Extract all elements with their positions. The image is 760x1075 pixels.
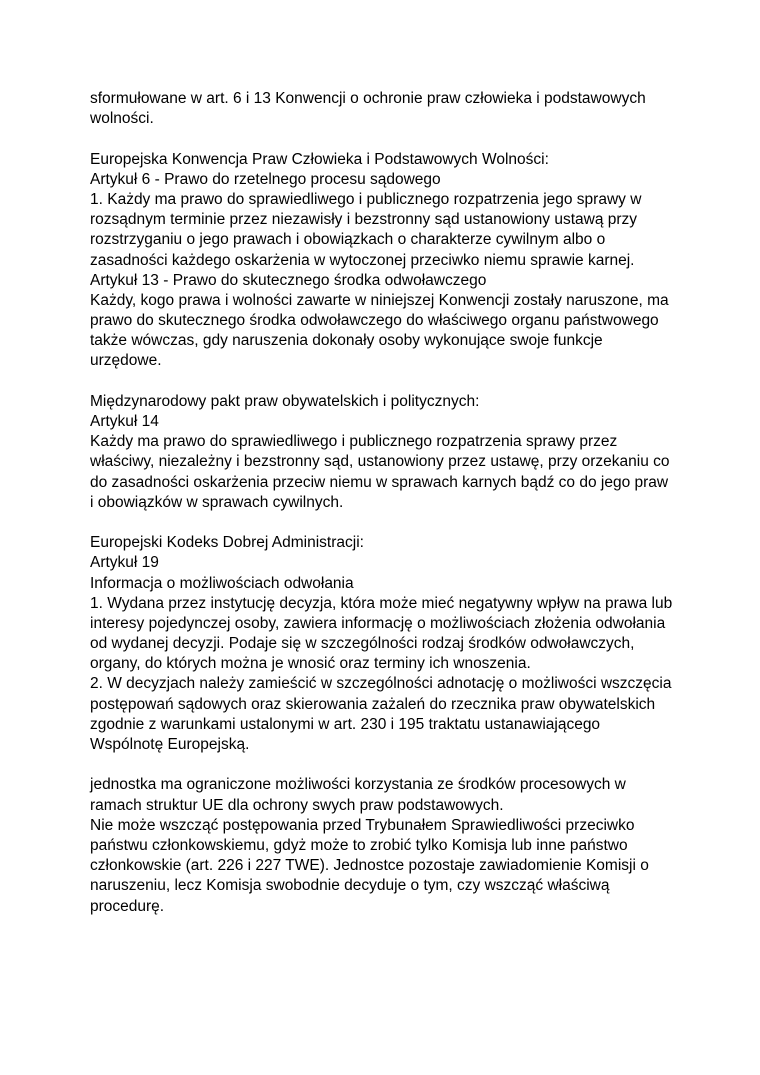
text-line: 1. Każdy ma prawo do sprawiedliwego i publicznego rozpatrzenia jego sprawy w — [90, 190, 642, 208]
paragraph-spacer — [90, 755, 690, 775]
text-line: organy, do których można je wnosić oraz terminy ich wnoszenia. — [90, 655, 531, 673]
text-line: wolności. — [90, 110, 154, 128]
text-line: sformułowane w art. 6 i 13 Konwencji o ochronie praw człowieka i podstawowych — [90, 90, 646, 107]
text-line: ramach struktur UE dla ochrony swych praw podstawowych. — [90, 796, 504, 814]
text-line: Międzynarodowy pakt praw obywatelskich i politycznych: — [90, 392, 480, 410]
text-line: rozstrzyganiu o jego prawach i obowiązkach o charakterze cywilnym albo o — [90, 231, 606, 249]
text-line: zasadności każdego oskarżenia w wytoczonej przeciwko niemu sprawie karnej. — [90, 251, 635, 269]
text-line: Informacja o możliwościach odwołania — [90, 574, 354, 592]
text-line: jednostka ma ograniczone możliwości korzystania ze środków procesowych w — [90, 776, 626, 794]
text-line: do zasadności oskarżenia przeciw niemu w sprawach karnych bądź co do jego praw — [90, 473, 669, 491]
text-line: Każdy ma prawo do sprawiedliwego i publicznego rozpatrzenia sprawy przez — [90, 433, 618, 451]
text-line: Nie może wszcząć postępowania przed Trybunałem Sprawiedliwości przeciwko — [90, 816, 635, 834]
text-line: naruszeniu, lecz Komisja swobodnie decyduje o tym, czy wszcząć właściwą — [90, 877, 610, 895]
text-line: Artykuł 19 — [90, 554, 159, 572]
text-line: członkowskie (art. 226 i 227 TWE). Jednostce pozostaje zawiadomienie Komisji o — [90, 857, 649, 875]
text-line: Europejska Konwencja Praw Człowieka i Podstawowych Wolności: — [90, 150, 549, 168]
text-line: Wspólnotę Europejską. — [90, 736, 250, 753]
text-line: prawo do skutecznego środka odwoławczego do właściwego organu państwowego — [90, 312, 659, 330]
text-line: Europejski Kodeks Dobrej Administracji: — [90, 534, 364, 552]
text-line: zgodnie z warunkami ustalonymi w art. 230 i 195 traktatu ustanawiającego — [90, 715, 601, 733]
text-line: od wydanej decyzji. Podaje się w szczególności rodzaj środków odwoławczych, — [90, 635, 635, 653]
text-line: rozsądnym terminie przez niezawisły i bezstronny sąd ustanowiony ustawą przy — [90, 211, 638, 229]
paragraph-spacer — [90, 513, 690, 533]
text-line: także wówczas, gdy naruszenia dokonały osoby wykonujące swoje funkcje — [90, 332, 603, 350]
text-line: państwu członkowskiemu, gdyż może to zrobić tylko Komisja lub inne państwo — [90, 836, 628, 854]
document-page — [90, 89, 690, 917]
text-line: 1. Wydana przez instytucję decyzja, która może mieć negatywny wpływ na prawa lub — [90, 594, 673, 612]
text-line: 2. W decyzjach należy zamieścić w szczególności adnotację o możliwości wszczęcia — [90, 675, 672, 693]
text-line: postępowań sądowych oraz skierowania zażaleń do rzecznika praw obywatelskich — [90, 695, 656, 713]
text-line: procedurę. — [90, 897, 165, 915]
text-line: Artykuł 13 - Prawo do skutecznego środka odwoławczego — [90, 271, 487, 289]
paragraph-spacer — [90, 372, 690, 392]
paragraph-spacer — [90, 129, 690, 149]
text-line: interesy pojedynczej osoby, zawiera informację o możliwościach złożenia odwołania — [90, 614, 666, 632]
text-line: Artykuł 6 - Prawo do rzetelnego procesu sądowego — [90, 170, 441, 188]
text-line: i obowiązków w sprawach cywilnych. — [90, 493, 344, 511]
text-line: urzędowe. — [90, 352, 162, 370]
text-line: Artykuł 14 — [90, 413, 159, 430]
text-line: właściwy, niezależny i bezstronny sąd, ustanowiony przez ustawę, przy orzekaniu co — [90, 453, 670, 471]
text-line: Każdy, kogo prawa i wolności zawarte w niniejszej Konwencji zostały naruszone, ma — [90, 291, 669, 309]
